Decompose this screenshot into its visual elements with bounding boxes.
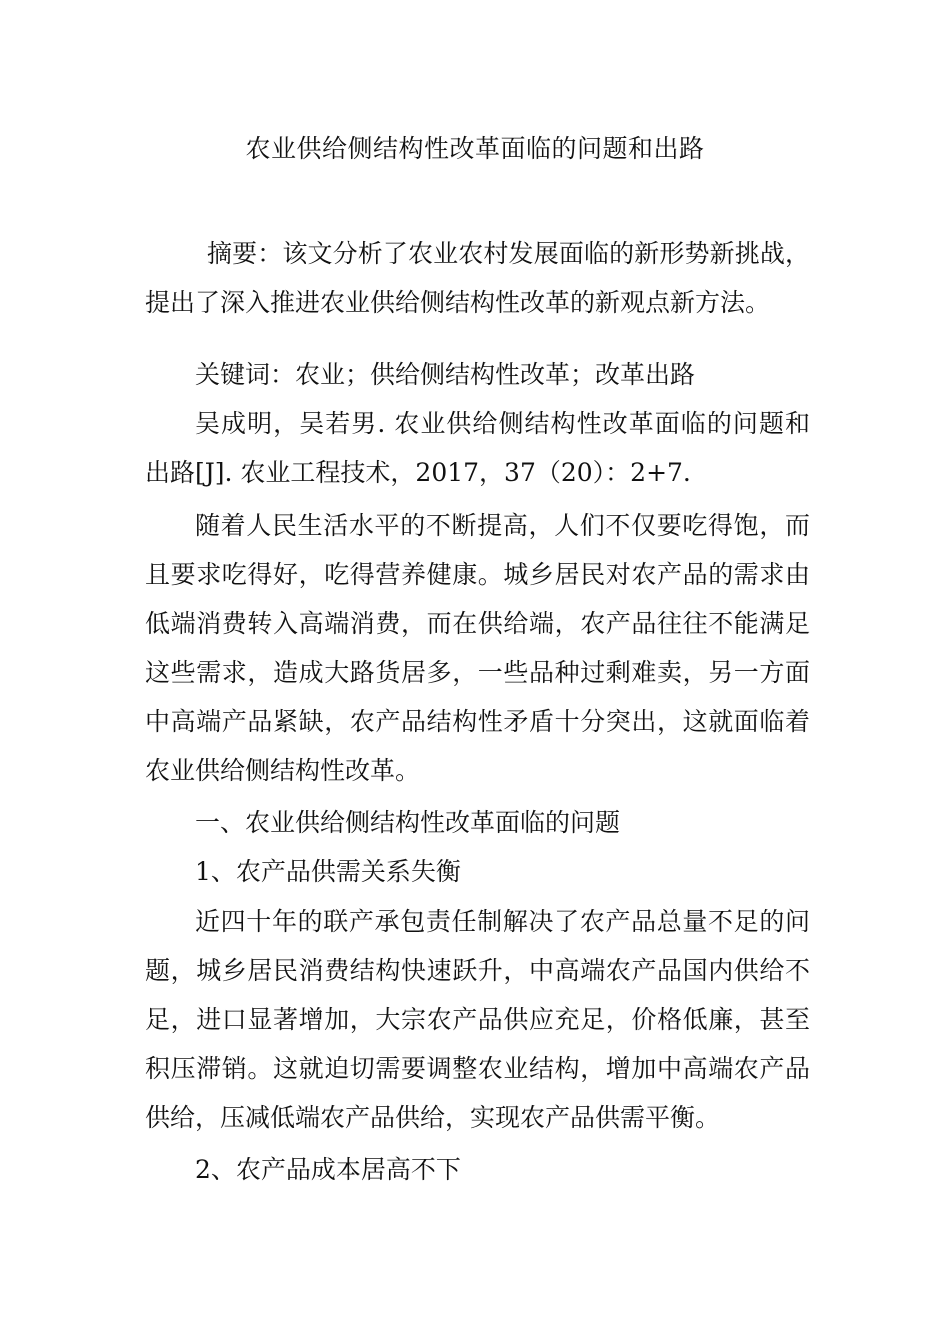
intro-paragraph: 随着人民生活水平的不断提高，人们不仅要吃得饱，而且要求吃得好，吃得营养健康。城乡居民对农产品的需求由低端消费转入高端消费，而在供给端，农产品往往不能满足这些需求，造成大路货居多，一些品种过剩难卖，另一方面中高端产品紧缺，农产品结构性矛盾十分突出，这就面临着农业供给侧结构性改革。	[145, 511, 810, 785]
keywords-line: 关键词：农业；供给侧结构性改革；改革出路	[195, 360, 696, 389]
citation-paragraph: 吴成明，吴若男. 农业供给侧结构性改革面临的问题和出路[J]. 农业工程技术，2017，37（20）：2+7.	[145, 409, 810, 487]
subsection-heading-2: 2、农产品成本居高不下	[195, 1155, 461, 1184]
document-title: 农业供给侧结构性改革面临的问题和出路	[245, 134, 705, 163]
abstract-paragraph: 摘要：该文分析了农业农村发展面临的新形势新挑战，提出了深入推进农业供给侧结构性改革的新观点新方法。	[145, 239, 810, 317]
subsection-heading-1: 1、农产品供需关系失衡	[195, 857, 461, 886]
section-heading-1: 一、农业供给侧结构性改革面临的问题	[195, 808, 621, 837]
subsection-1-paragraph: 近四十年的联产承包责任制解决了农产品总量不足的问题，城乡居民消费结构快速跃升，中高端农产品国内供给不足，进口显著增加，大宗农产品供应充足，价格低廉，甚至积压滞销。这就迫切需要调整农业结构，增加中高端农产品供给，压减低端农产品供给，实现农产品供需平衡。	[145, 907, 810, 1132]
